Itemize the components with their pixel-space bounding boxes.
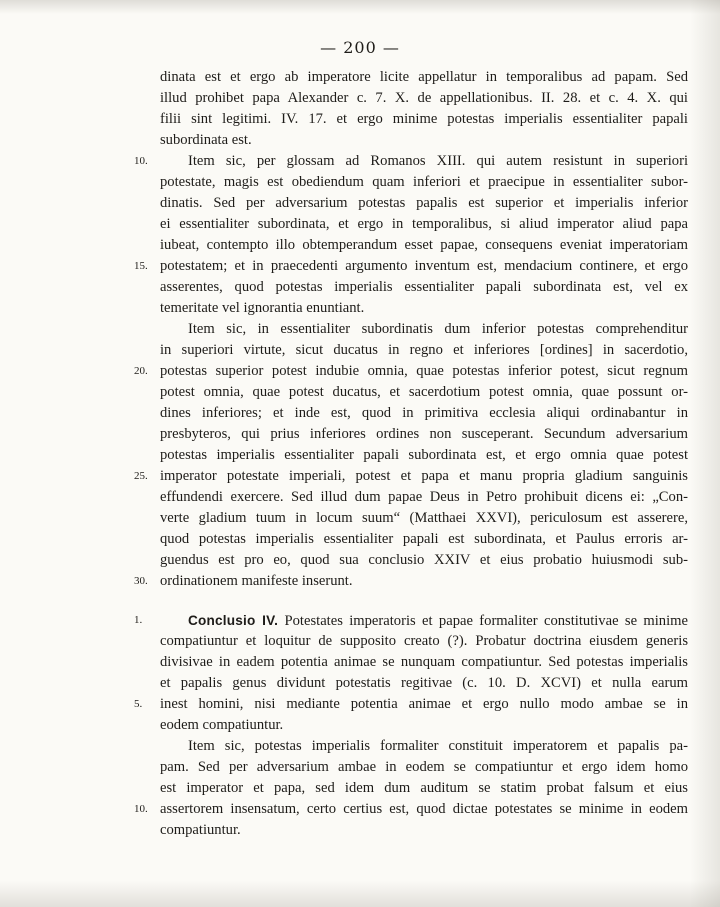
text-line: effundendi exercere. Sed illud dum papae Deus in Petro prohibuit dicens ei: „Con- (160, 489, 688, 505)
text-line: Item sic, in essentialiter subordinatis dum inferior potestas comprehenditur (188, 321, 688, 337)
text-line: filii sint legitimi. IV. 17. et ergo minime potestas imperialis essentialiter papali (160, 111, 688, 127)
text-line: est imperator et papa, sed idem dum auditum se statim probat falsum et eius (160, 780, 688, 796)
scan-edge-top (0, 0, 720, 14)
text-line: Item sic, per glossam ad Romanos XIII. qui autem resistunt in superiori (188, 153, 688, 169)
line-number: 1. (134, 614, 143, 626)
text-line: compatiuntur et loquitur de supposito creato (?). Probatur doctrina eiusdem generis (160, 633, 688, 649)
scan-edge-right (690, 0, 720, 907)
text-line: imperator potestate imperiali, potest et papa et manu propria gladium sanguinis (160, 468, 688, 484)
text-line: potestas imperialis essentialiter papali subordinata est, et ergo omnia quae potest (160, 447, 688, 463)
text-line: potestate, magis est obediendum quam inferiori et praecipue in essentialiter subor- (160, 174, 688, 190)
text-line: pam. Sed per adversarium ambae in eodem se compatiuntur et ergo idem homo (160, 759, 688, 775)
text-line: ordinationem manifeste inserunt. (160, 573, 353, 589)
line-number: 25. (134, 470, 148, 482)
text-line: asserentes, quod potestas imperialis essentialiter papali subordinata est, vel ex (160, 279, 688, 295)
text-line: iubeat, contempto illo obtemperandum esset papae, consequens eveniat imperatoriam (160, 237, 688, 253)
text-line: in superiori virtute, sicut ducatus in regno et inferiores [ordines] in sacerdotio, (160, 342, 688, 358)
line-number: 20. (134, 365, 148, 377)
text-line: eodem compatiuntur. (160, 717, 284, 733)
conclusio-first-line (188, 612, 688, 630)
text-line: subordinata est. (160, 132, 252, 148)
text-line: potest omnia, quae potest ducatus, et sacerdotium potest omnia, quae possunt or- (160, 384, 688, 400)
text-line: verte gladium tuum in locum suum“ (Matthaei XXVI), periculosum est asserere, (160, 510, 688, 526)
text-line: potestas superior potest indubie omnia, quae potestas inferior potest, sicut regnum (160, 363, 688, 379)
text-line: presbyteros, qui prius inferiores ordines non susceperant. Secundum adversarium (160, 426, 688, 442)
line-number: 30. (134, 575, 148, 587)
text-line: divisivae in eadem potentia animae se nunquam compatiuntur. Sed potestas imperialis (160, 654, 688, 670)
conclusio-heading: Conclusio IV. (188, 613, 279, 628)
text-line: et papalis genus dividunt potestatis regitivae (c. 10. D. XCVI) et nulla earum (160, 675, 688, 691)
line-number: 5. (134, 698, 143, 710)
text-line: temeritate vel ignorantia enuntiant. (160, 300, 365, 316)
text-line: potestatem; et in praecedenti argumento inventum est, mendacium continere, et ergo (160, 258, 688, 274)
text-line: dinatis. Sed per adversarium potestas papalis est superior et imperialis inferior (160, 195, 688, 211)
line-number: 10. (134, 155, 148, 167)
text-line: ei essentialiter subordinata, et ergo in temporalibus, si aliud imperator aliud papa (160, 216, 688, 232)
scan-edge-bottom (0, 881, 720, 907)
text-line: Potestates imperatoris et papae formaliter constitutivae se minime (284, 613, 688, 629)
text-line: Item sic, potestas imperialis formaliter constituit imperatorem et papalis pa- (188, 738, 688, 754)
text-line: compatiuntur. (160, 822, 241, 838)
text-line: dinata est et ergo ab imperatore licite appellatur in temporalibus ad papam. Sed (160, 69, 688, 85)
text-line: quod potestas imperialis essentialiter papali est subordinata, et Paulus erroris ar- (160, 531, 688, 547)
text-line: inest homini, nisi mediante potentia animae et ergo nullo modo ambae se in (160, 696, 688, 712)
text-line: dines inferiores; et inde est, quod in primitiva ecclesia aliqui ordinabantur in (160, 405, 688, 421)
text-line: guendus est pro eo, quod sua conclusio XXIV et eius probatio huiusmodi sub- (160, 552, 688, 568)
text-line: assertorem insensatum, certo certius est, quod dictae potestates se minime in eodem (160, 801, 688, 817)
text-line: illud prohibet papa Alexander c. 7. X. de appellationibus. II. 28. et c. 4. X. qui (160, 90, 688, 106)
line-number: 10. (134, 803, 148, 815)
page-number: — 200 — (320, 38, 400, 57)
line-number: 15. (134, 260, 148, 272)
